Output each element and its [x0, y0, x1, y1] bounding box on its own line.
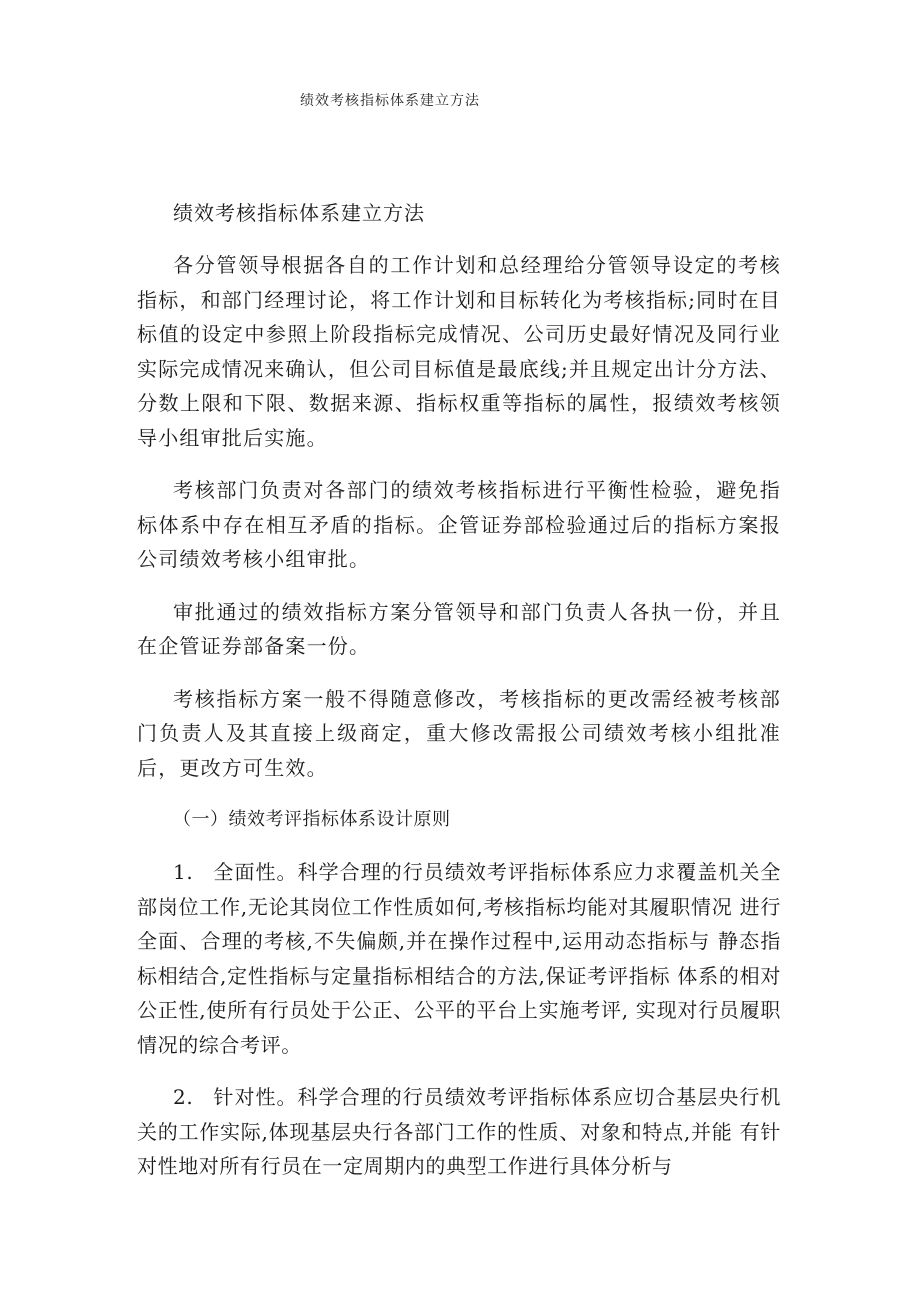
list-item-text: 全面性。科学合理的行员绩效考评指标体系应力求覆盖机关全 部岗位工作,无论其岗位工作性质如何,考核指标均能对其履职情况 进行全面、合理的考核,不失偏颇,并在操作过程中,运用动态指标与 静态指标相结合,定性指标与定量指标相结合的方法,保证考评指标 体系的相对公正性,使所有行员处于公正、公平的平台上实施考评, 实现对行员履职情况的综合考评。	[137, 860, 781, 1057]
list-item-number: 2.	[173, 1085, 194, 1109]
document-body	[137, 196, 781, 1202]
paragraph-4: 考核指标方案一般不得随意修改，考核指标的更改需经被考核部门负责人及其直接上级商定，重大修改需报公司绩效考核小组批准后，更改方可生效。	[137, 686, 781, 780]
list-item-number: 1.	[173, 860, 194, 884]
list-item-text: 针对性。科学合理的行员绩效考评指标体系应切合基层央行机 关的工作实际,体现基层央行各部门工作的性质、对象和特点,并能 有针对性地对所有行员在一定周期内的典型工作进行具体分析与	[137, 1085, 781, 1178]
list-item-2	[137, 1080, 781, 1184]
section-heading: （一）绩效考评指标体系设计原则	[173, 809, 451, 830]
running-header: 绩效考核指标体系建立方法	[300, 93, 480, 109]
paragraph-1: 各分管领导根据各自的工作计划和总经理给分管领导设定的考核指标，和部门经理讨论，将工作计划和目标转化为考核指标;同时在目标值的设定中参照上阶段指标完成情况、公司历史最好情况及同行业实际完成情况来确认，但公司目标值是最底线;并且规定出计分方法、分数上限和下限、数据来源、指标权重等指标的属性，报绩效考核领导小组审批后实施。	[137, 253, 781, 450]
paragraph-3: 审批通过的绩效指标方案分管领导和部门负责人各执一份，并且在企管证券部备案一份。	[137, 599, 781, 658]
paragraph-2: 考核部门负责对各部门的绩效考核指标进行平衡性检验，避免指标体系中存在相互矛盾的指标。企管证券部检验通过后的指标方案报公司绩效考核小组审批。	[137, 478, 781, 571]
list-item-1	[137, 855, 781, 1062]
document-title: 绩效考核指标体系建立方法	[173, 201, 425, 225]
